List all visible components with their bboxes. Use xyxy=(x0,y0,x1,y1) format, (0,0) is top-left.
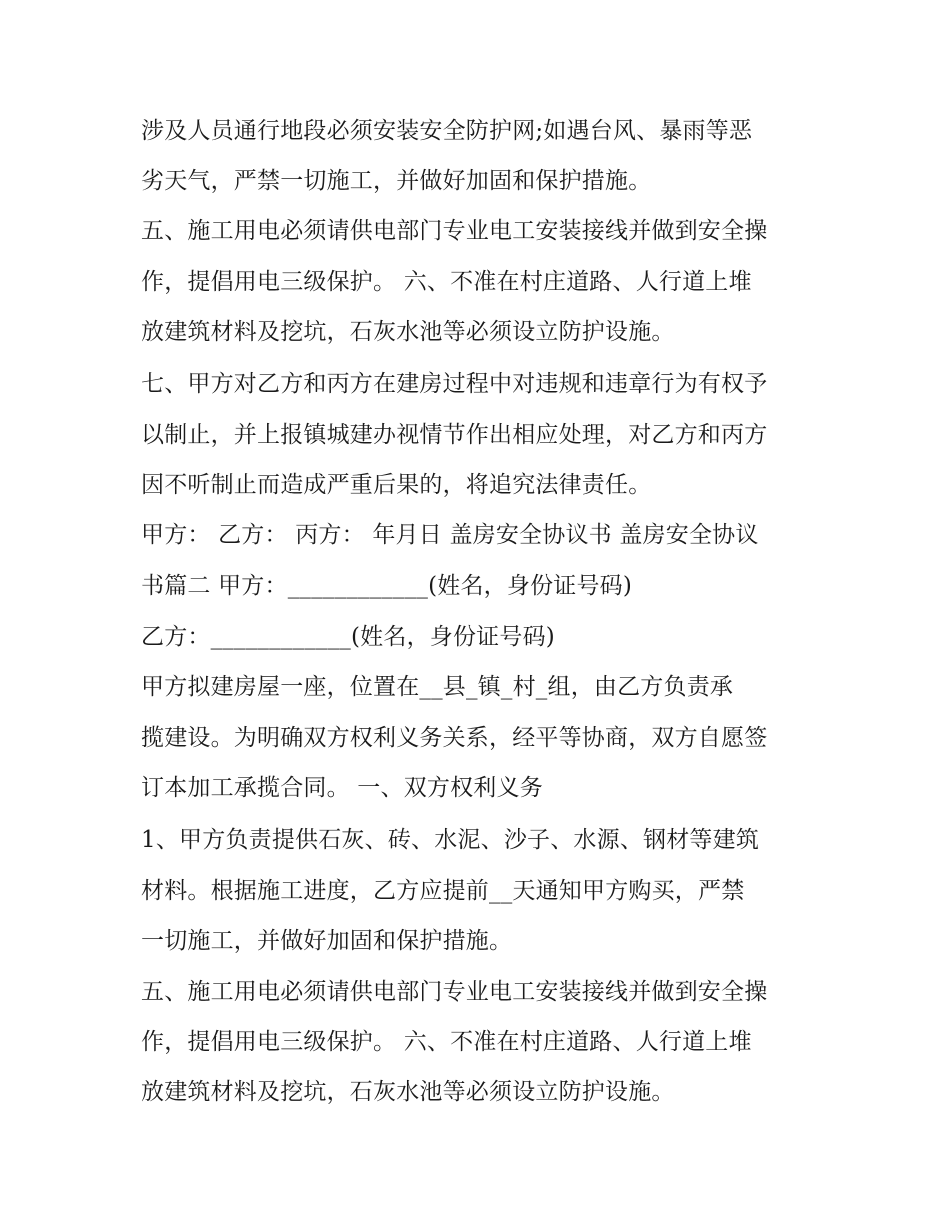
text-line: 涉及人员通行地段必须安装安全防护网;如遇台风、暴雨等恶 xyxy=(141,118,753,144)
text-line: 七、甲方对乙方和丙方在建房过程中对违规和违章行为有权予 xyxy=(141,371,768,397)
text-line: 因不听制止而造成严重后果的，将追究法律责任。 xyxy=(141,472,652,498)
text-line: 劣天气，严禁一切施工，并做好加固和保护措施。 xyxy=(141,168,652,194)
text-line: 放建筑材料及挖坑，石灰水池等必须设立防护设施。 xyxy=(141,319,675,345)
text-line: 材料。根据施工进度，乙方应提前__天通知甲方购买，严禁 xyxy=(141,878,745,904)
text-line: 一切施工，并做好加固和保护措施。 xyxy=(141,928,513,954)
text-line: 作，提倡用电三级保护。 六、不准在村庄道路、人行道上堆 xyxy=(141,269,752,295)
text-line: 1、甲方负责提供石灰、砖、水泥、沙子、水源、钢材等建筑 xyxy=(141,827,760,853)
text-line: 订本加工承揽合同。 一、双方权利义务 xyxy=(141,775,543,801)
text-line: 作，提倡用电三级保护。 六、不准在村庄道路、人行道上堆 xyxy=(141,1029,752,1055)
text-line: 五、施工用电必须请供电部门专业电工安装接线并做到安全操 xyxy=(141,218,768,244)
text-line: 甲方拟建房屋一座，位置在__县_镇_村_组，由乙方负责承 xyxy=(141,674,734,700)
text-line: 放建筑材料及挖坑，石灰水池等必须设立防护设施。 xyxy=(141,1079,675,1105)
text-line: 揽建设。为明确双方权利义务关系，经平等协商，双方自愿签 xyxy=(141,725,768,751)
text-line: 乙方：____________(姓名，身份证号码) xyxy=(141,624,555,650)
text-line: 以制止，并上报镇城建办视情节作出相应处理，对乙方和丙方 xyxy=(141,422,768,448)
text-line: 书篇二 甲方：____________(姓名，身份证号码) xyxy=(141,573,633,599)
text-line: 甲方： 乙方： 丙方： 年月日 盖房安全协议书 盖房安全协议 xyxy=(141,522,759,548)
text-line: 五、施工用电必须请供电部门专业电工安装接线并做到安全操 xyxy=(141,979,768,1005)
